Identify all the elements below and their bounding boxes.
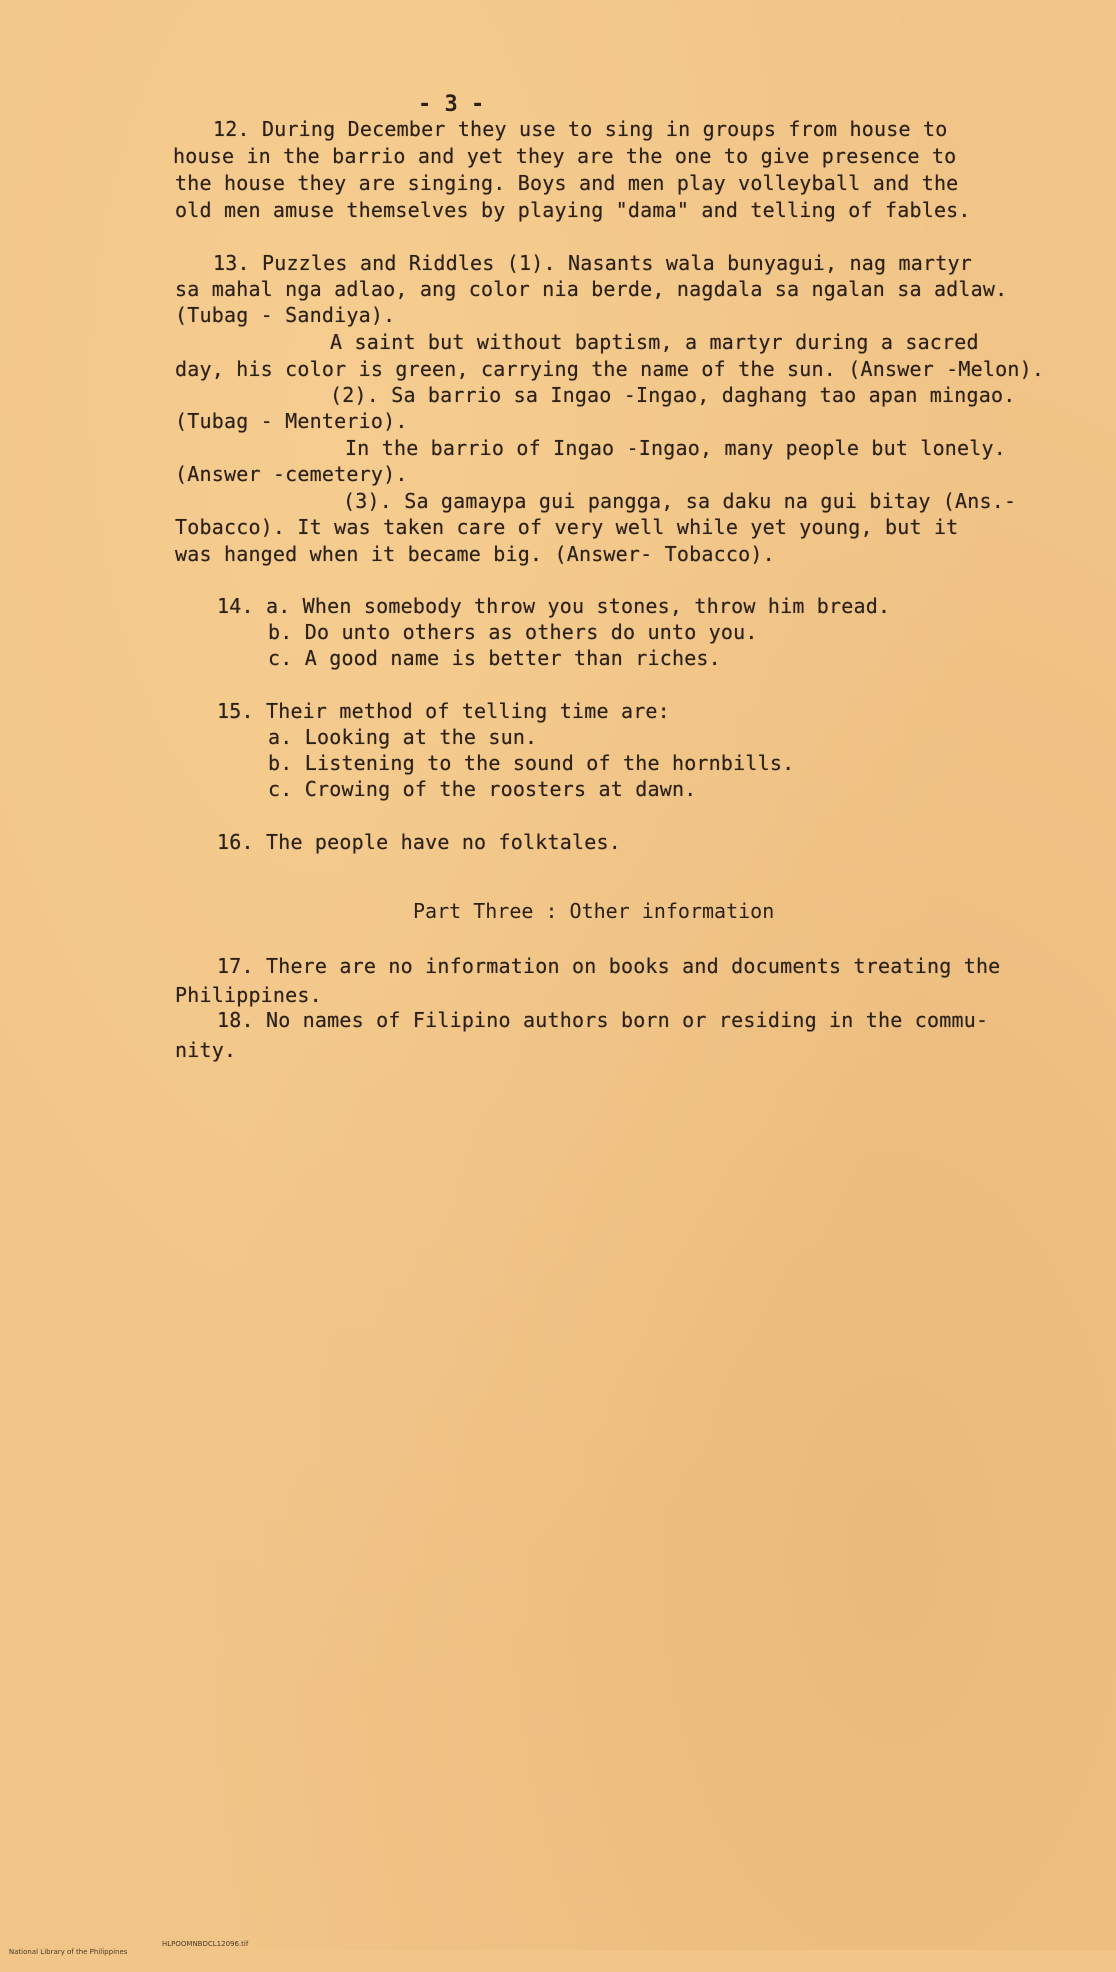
text-line-13-6: (2). Sa barrio sa Ingao -Ingao, daghang tao apan mingao. — [330, 383, 1016, 407]
page-number: - 3 - — [418, 92, 485, 117]
text-line-13-10: (3). Sa gamaypa gui pangga, sa daku na gui bitay (Ans.- — [343, 489, 1017, 513]
text-line-14-a: 14. a. When somebody throw you stones, throw him bread. — [217, 594, 891, 618]
text-line-14-c: c. A good name is better than riches. — [268, 646, 721, 670]
text-line-14-b: b. Do unto others as others do unto you. — [268, 620, 758, 644]
text-line-12-3: the house they are singing. Boys and men play volleyball and the — [175, 171, 959, 195]
text-line-17-1: 17. There are no information on books and documents treating the — [217, 954, 1001, 978]
text-line-13-7: (Tubag - Menterio). — [175, 409, 408, 433]
text-line-15-b: b. Listening to the sound of the hornbills. — [268, 751, 795, 775]
text-line-12-4: old men amuse themselves by playing "dama" and telling of fables. — [175, 198, 971, 222]
text-line-18-1: 18. No names of Filipino authors born or residing in the commu- — [217, 1008, 989, 1032]
section-heading: Part Three : Other information — [413, 899, 775, 923]
footer-file: HLPOOMNBDCL12096.tif — [162, 1940, 249, 1948]
footer-library: National Library of the Philippines — [8, 1948, 128, 1956]
text-line-13-3: (Tubag - Sandiya). — [175, 303, 396, 327]
text-line-18-2: nity. — [175, 1038, 237, 1062]
text-line-13-8: In the barrio of Ingao -Ingao, many people but lonely. — [345, 436, 1007, 460]
text-line-15-a: a. Looking at the sun. — [268, 725, 538, 749]
text-line-15-1: 15. Their method of telling time are: — [217, 699, 670, 723]
text-line-12-1: 12. During December they use to sing in groups from house to — [213, 117, 948, 141]
text-line-13-12: was hanged when it became big. (Answer- Tobacco). — [175, 542, 775, 566]
text-line-16: 16. The people have no folktales. — [217, 830, 621, 854]
text-line-15-c: c. Crowing of the roosters at dawn. — [268, 777, 697, 801]
scan-footer — [0, 1940, 249, 1972]
text-line-13-2: sa mahal nga adlao, ang color nia berde, nagdala sa ngalan sa adlaw. — [175, 277, 1008, 301]
text-line-13-11: Tobacco). It was taken care of very well while yet young, but it — [175, 515, 959, 539]
text-line-17-2: Philippines. — [175, 983, 322, 1007]
text-line-13-5: day, his color is green, carrying the name of the sun. (Answer -Melon). — [175, 357, 1045, 381]
text-line-13-4: A saint but without baptism, a martyr during a sacred — [330, 330, 979, 354]
text-line-13-9: (Answer -cemetery). — [175, 462, 408, 486]
text-line-13-1: 13. Puzzles and Riddles (1). Nasants wala bunyagui, nag martyr — [213, 251, 972, 275]
text-line-12-2: house in the barrio and yet they are the one to give presence to — [173, 144, 957, 168]
